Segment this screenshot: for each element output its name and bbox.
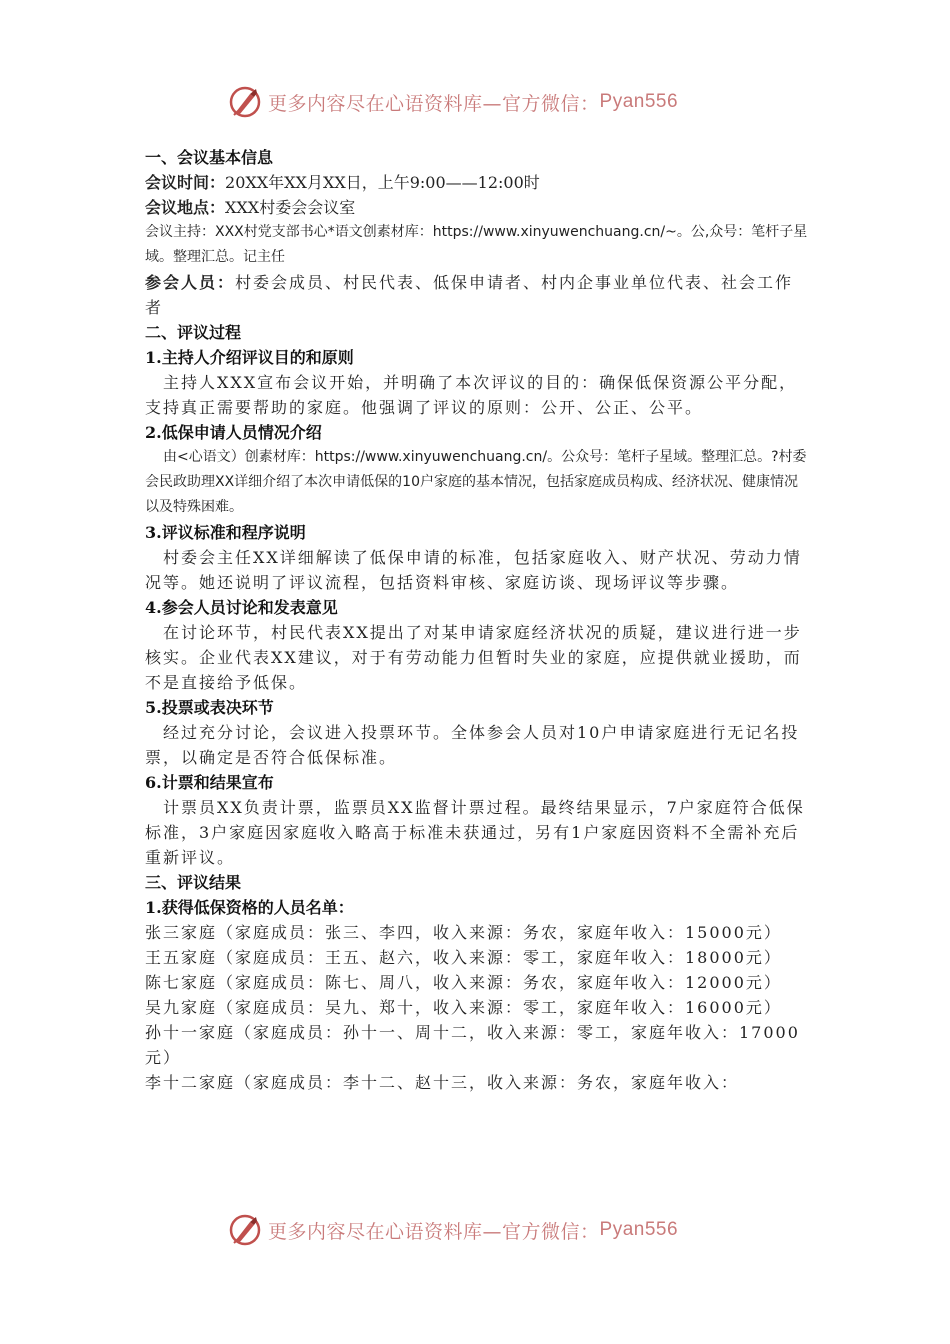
meeting-place-value: XXX村委会会议室 <box>225 198 356 217</box>
quill-pen-logo-icon <box>228 1213 262 1247</box>
document-body <box>145 145 810 1095</box>
process-body-1: 主持人XXX宣布会议开始，并明确了本次评议的目的：确保低保资源公平分配，支持真正需要帮助的家庭。他强调了评议的原则：公开、公正、公平。 <box>145 373 798 417</box>
section-2-title: 二、评议过程 <box>145 323 242 342</box>
meeting-place <box>145 195 810 220</box>
banner-wechat-id: Pyan556 <box>599 91 679 112</box>
meeting-time-value: 20XX年XX月XX日，上午9:00——12:00时 <box>225 173 540 192</box>
bottom-banner <box>0 1210 950 1250</box>
meeting-attendees <box>145 270 810 320</box>
family-item: 吴九家庭（家庭成员：吴九、郑十，收入来源：零工，家庭年收入：16000元） <box>145 998 782 1017</box>
top-banner <box>0 82 950 122</box>
process-heading-3: 3.评议标准和程序说明 <box>145 523 306 542</box>
process-heading-4: 4.参会人员讨论和发表意见 <box>145 598 338 617</box>
process-body-6: 计票员XX负责计票，监票员XX监督计票过程。最终结果显示，7户家庭符合低保标准，3户家庭因家庭收入略高于标准未获通过，另有1户家庭因资料不全需补充后重新评议。 <box>145 798 805 867</box>
section-3-title: 三、评议结果 <box>145 873 242 892</box>
family-item: 孙十一家庭（家庭成员：孙十一、周十二，收入来源：零工，家庭年收入：17000元） <box>145 1023 800 1067</box>
process-body-5: 经过充分讨论，会议进入投票环节。全体参会人员对10户申请家庭进行无记名投票，以确定是否符合低保标准。 <box>145 723 800 767</box>
process-body-4: 在讨论环节，村民代表XX提出了对某申请家庭经济状况的质疑，建议进行进一步核实。企业代表XX建议，对于有劳动能力但暂时失业的家庭，应提供就业援助，而不是直接给予低保。 <box>145 623 802 692</box>
banner-wechat-id: Pyan556 <box>599 1219 679 1240</box>
process-heading-2: 2.低保申请人员情况介绍 <box>145 423 322 442</box>
process-heading-1: 1.主持人介绍评议目的和原则 <box>145 348 354 367</box>
meeting-place-label: 会议地点： <box>145 198 226 217</box>
section-1-title: 一、会议基本信息 <box>145 148 274 167</box>
banner-text: 更多内容尽在心语资料库—官方微信： <box>268 1220 600 1243</box>
family-item: 王五家庭（家庭成员：王五、赵六，收入来源：零工，家庭年收入：18000元） <box>145 948 782 967</box>
attendees-value: 村委会成员、村民代表、低保申请者、村内企事业单位代表、社会工作者 <box>145 273 794 317</box>
process-body-2: 由<心语文）创素材库：https://www.xinyuwenchuang.cn/。公众号：笔杆子星域。整理汇总。?村委会民政助理XX详细介绍了本次申请低保的10户家庭的基本情况，包括家庭成员构成、经济状况、健康情况以及特殊困难。 <box>145 449 807 515</box>
meeting-host: 会议主持：XXX村党支部书心*语文创素材库：https://www.xinyuwenchuang.cn/~。公,众号：笔杆子星域。整理汇总。记主任 <box>145 224 808 265</box>
meeting-time <box>145 170 810 195</box>
qualified-list-heading: 1.获得低保资格的人员名单： <box>145 898 354 917</box>
quill-pen-logo-icon <box>228 85 262 119</box>
attendees-label: 参会人员： <box>145 273 236 292</box>
process-heading-6: 6.计票和结果宣布 <box>145 773 274 792</box>
banner-text: 更多内容尽在心语资料库—官方微信： <box>268 92 600 115</box>
process-body-3: 村委会主任XX详细解读了低保申请的标准，包括家庭收入、财产状况、劳动力情况等。她还说明了评议流程，包括资料审核、家庭访谈、现场评议等步骤。 <box>145 548 802 592</box>
process-heading-5: 5.投票或表决环节 <box>145 698 274 717</box>
family-item: 陈七家庭（家庭成员：陈七、周八，收入来源：务农，家庭年收入：12000元） <box>145 973 782 992</box>
family-item: 张三家庭（家庭成员：张三、李四，收入来源：务农，家庭年收入：15000元） <box>145 923 782 942</box>
meeting-time-label: 会议时间： <box>145 173 226 192</box>
family-item: 李十二家庭（家庭成员：李十二、赵十三，收入来源：务农，家庭年收入： <box>145 1073 740 1092</box>
